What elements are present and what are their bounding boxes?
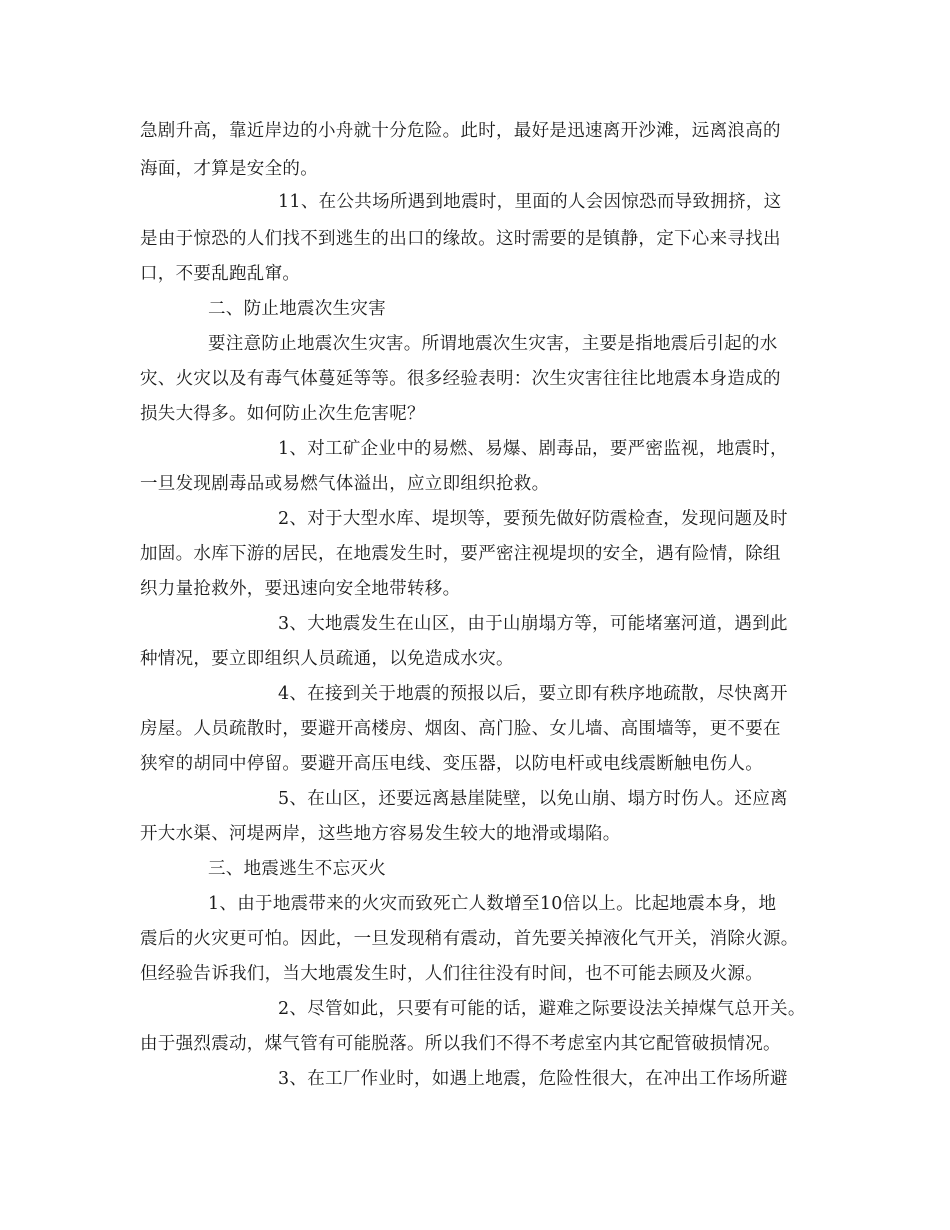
text-line: 5、在山区，还要远离悬崖陡壁，以免山崩、塌方时伤人。还应离 — [278, 789, 788, 809]
text-line: 房屋。人员疏散时，要避开高楼房、烟囱、高门脸、女儿墙、高围墙等，更不要在 — [140, 719, 781, 739]
text-line: 3、大地震发生在山区，由于山崩塌方等，可能堵塞河道，遇到此 — [278, 614, 788, 634]
text-line: 要注意防止地震次生灾害。所谓地震次生灾害，主要是指地震后引起的水 — [208, 334, 778, 354]
text-line: 急剧升高，靠近岸边的小舟就十分危险。此时，最好是迅速离开沙滩，远离浪高的 — [140, 121, 781, 141]
text-line: 由于强烈震动，煤气管有可能脱落。所以我们不得不考虑室内其它配管破损情况。 — [140, 1034, 781, 1054]
text-line: 一旦发现剧毒品或易燃气体溢出，应立即组织抢救。 — [140, 474, 550, 494]
text-line: 狭窄的胡同中停留。要避开高压电线、变压器，以防电杆或电线震断触电伤人。 — [140, 754, 763, 774]
text-line: 1、对工矿企业中的易燃、易爆、剧毒品，要严密监视，地震时， — [278, 439, 788, 459]
section-heading: 三、地震逃生不忘灭火 — [208, 859, 386, 879]
text-line: 海面，才算是安全的。 — [140, 159, 318, 179]
text-line: 4、在接到关于地震的预报以后，要立即有秩序地疏散，尽快离开 — [278, 684, 788, 704]
text-line: 但经验告诉我们，当大地震发生时，人们往往没有时间，也不可能去顾及火源。 — [140, 964, 763, 984]
text-line: 2、对于大型水库、堤坝等，要预先做好防震检查，发现问题及时 — [278, 509, 788, 529]
text-line: 灾、火灾以及有毒气体蔓延等等。很多经验表明：次生灾害往往比地震本身造成的 — [140, 369, 781, 389]
text-line: 震后的火灾更可怕。因此，一旦发现稍有震动，首先要关掉液化气开关，消除火源。 — [140, 929, 799, 949]
text-line: 11、在公共场所遇到地震时，里面的人会因惊恐而导致拥挤，这 — [278, 192, 782, 212]
text-line: 加固。水库下游的居民，在地震发生时，要严密注视堤坝的安全，遇有险情，除组 — [140, 544, 781, 564]
text-line: 2、尽管如此，只要有可能的话，避难之际要设法关掉煤气总开关。 — [278, 999, 806, 1019]
text-line: 口，不要乱跑乱窜。 — [140, 264, 301, 284]
text-line: 种情况，要立即组织人员疏通，以免造成水灾。 — [140, 649, 514, 669]
text-line: 织力量抢救外，要迅速向安全地带转移。 — [140, 579, 461, 599]
text-line: 损失大得多。如何防止次生危害呢？ — [140, 404, 425, 424]
text-line: 开大水渠、河堤两岸，这些地方容易发生较大的地滑或塌陷。 — [140, 824, 621, 844]
text-line: 是由于惊恐的人们找不到逃生的出口的缘故。这时需要的是镇静，定下心来寻找出 — [140, 229, 781, 249]
text-line: 3、在工厂作业时，如遇上地震，危险性很大，在冲出工作场所避 — [278, 1069, 788, 1089]
section-heading: 二、防止地震次生灾害 — [208, 299, 386, 319]
text-line: 1、由于地震带来的火灾而致死亡人数增至10倍以上。比起地震本身，地 — [208, 894, 777, 914]
